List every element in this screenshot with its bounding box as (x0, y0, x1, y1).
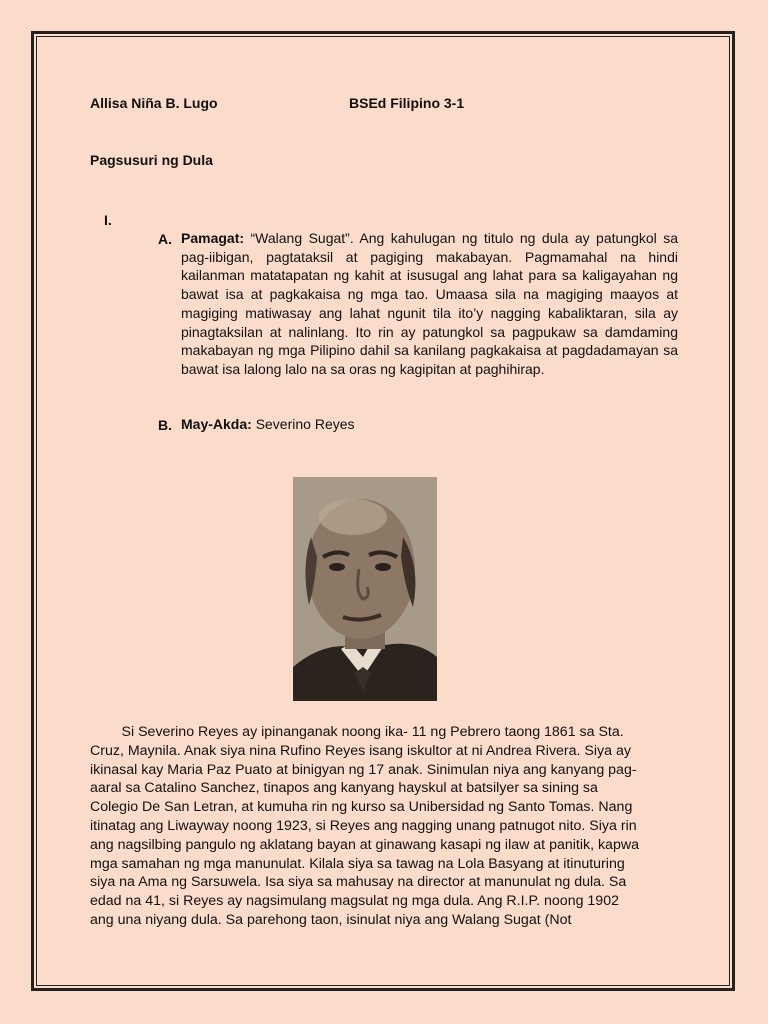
bio-line: itinatag ang Liwayway noong 1923, si Reyes ang nagging unang patnugot nito. Siya rin (90, 817, 637, 834)
bio-line: aaral sa Catalino Sanchez, tinapos ang kanyang hayskul at batsilyer sa sining sa (90, 780, 598, 797)
bio-line: siya na Ama ng Sarsuwela. Isa siya sa mahusay na director at manunulat ng dula. Sa (90, 874, 627, 891)
document-title: Pagsusuri ng Dula (90, 152, 213, 168)
bio-line: Si Severino Reyes ay ipinanganak noong ika- 11 ng Pebrero taong 1861 sa Sta. (90, 724, 624, 740)
item-a-label: Pamagat: (181, 230, 245, 246)
biography-paragraph (90, 723, 680, 930)
author-name: Allisa Niña B. Lugo (90, 95, 218, 111)
portrait-drawing (293, 477, 437, 701)
item-b-marker: B. (158, 417, 172, 433)
course-label: BSEd Filipino 3-1 (349, 95, 465, 111)
bio-line: mga samahan ng mga manunulat. Kilala siya sa tawag na Lola Basyang at itinuturing (90, 855, 625, 872)
author-portrait-photo (293, 477, 437, 701)
item-a-marker: A. (158, 231, 172, 247)
bio-line: ang nagsilbing pangulo ng aklatang bayan at ginawang kasapi ng ilaw at panitik, kapwa (90, 836, 639, 853)
bio-line: Colegio De San Letran, at kumuha rin ng kurso sa Unibersidad ng Santo Tomas. Nang (90, 799, 633, 816)
bio-line: ikinasal kay Maria Paz Puato at binigyan ng 17 anak. Sinimulan niya ang kanyang pag- (90, 761, 637, 778)
item-a-paragraph (181, 229, 678, 379)
bio-line: edad na 41, si Reyes ay nagsimulang magsulat ng mga dula. Ang R.I.P. noong 1902 (90, 893, 619, 910)
item-b-text: Severino Reyes (255, 416, 355, 432)
item-b-line (181, 415, 355, 434)
bio-line: Cruz, Maynila. Anak siya nina Rufino Reyes isang iskultor at ni Andrea Rivera. Siya ay (90, 742, 631, 759)
item-b-label: May-Akda: (181, 416, 252, 432)
item-a-text: “Walang Sugat”. Ang kahulugan ng titulo ng dula ay patungkol sa pag-iibigan, pagtataksil at pagiging makabayan. Pagmamahal na hindi kailanman matatapatan ng kahit at isusugal ang lahat para sa kaligayahan ng bawat isa at pagkakaisa ng mga tao. Umaasa sila na magiging maayos at magiging matiwasay ang lahat ngunit tila ito’y nagging kabaliktaran, sila ay pinagtaksilan at nalinlang. Ito rin ay patungkol sa pagpukaw sa damdaming makabayan ng mga Pilipino dahil sa kanilang pagkakaisa at pagdadamayan sa bawat isa lalong lalo na sa oras ng kagipitan at paghihirap. (181, 230, 679, 377)
bio-line: ang una niyang dula. Sa parehong taon, isinulat niya ang Walang Sugat (Not (90, 911, 572, 928)
section-numeral: I. (104, 212, 112, 228)
